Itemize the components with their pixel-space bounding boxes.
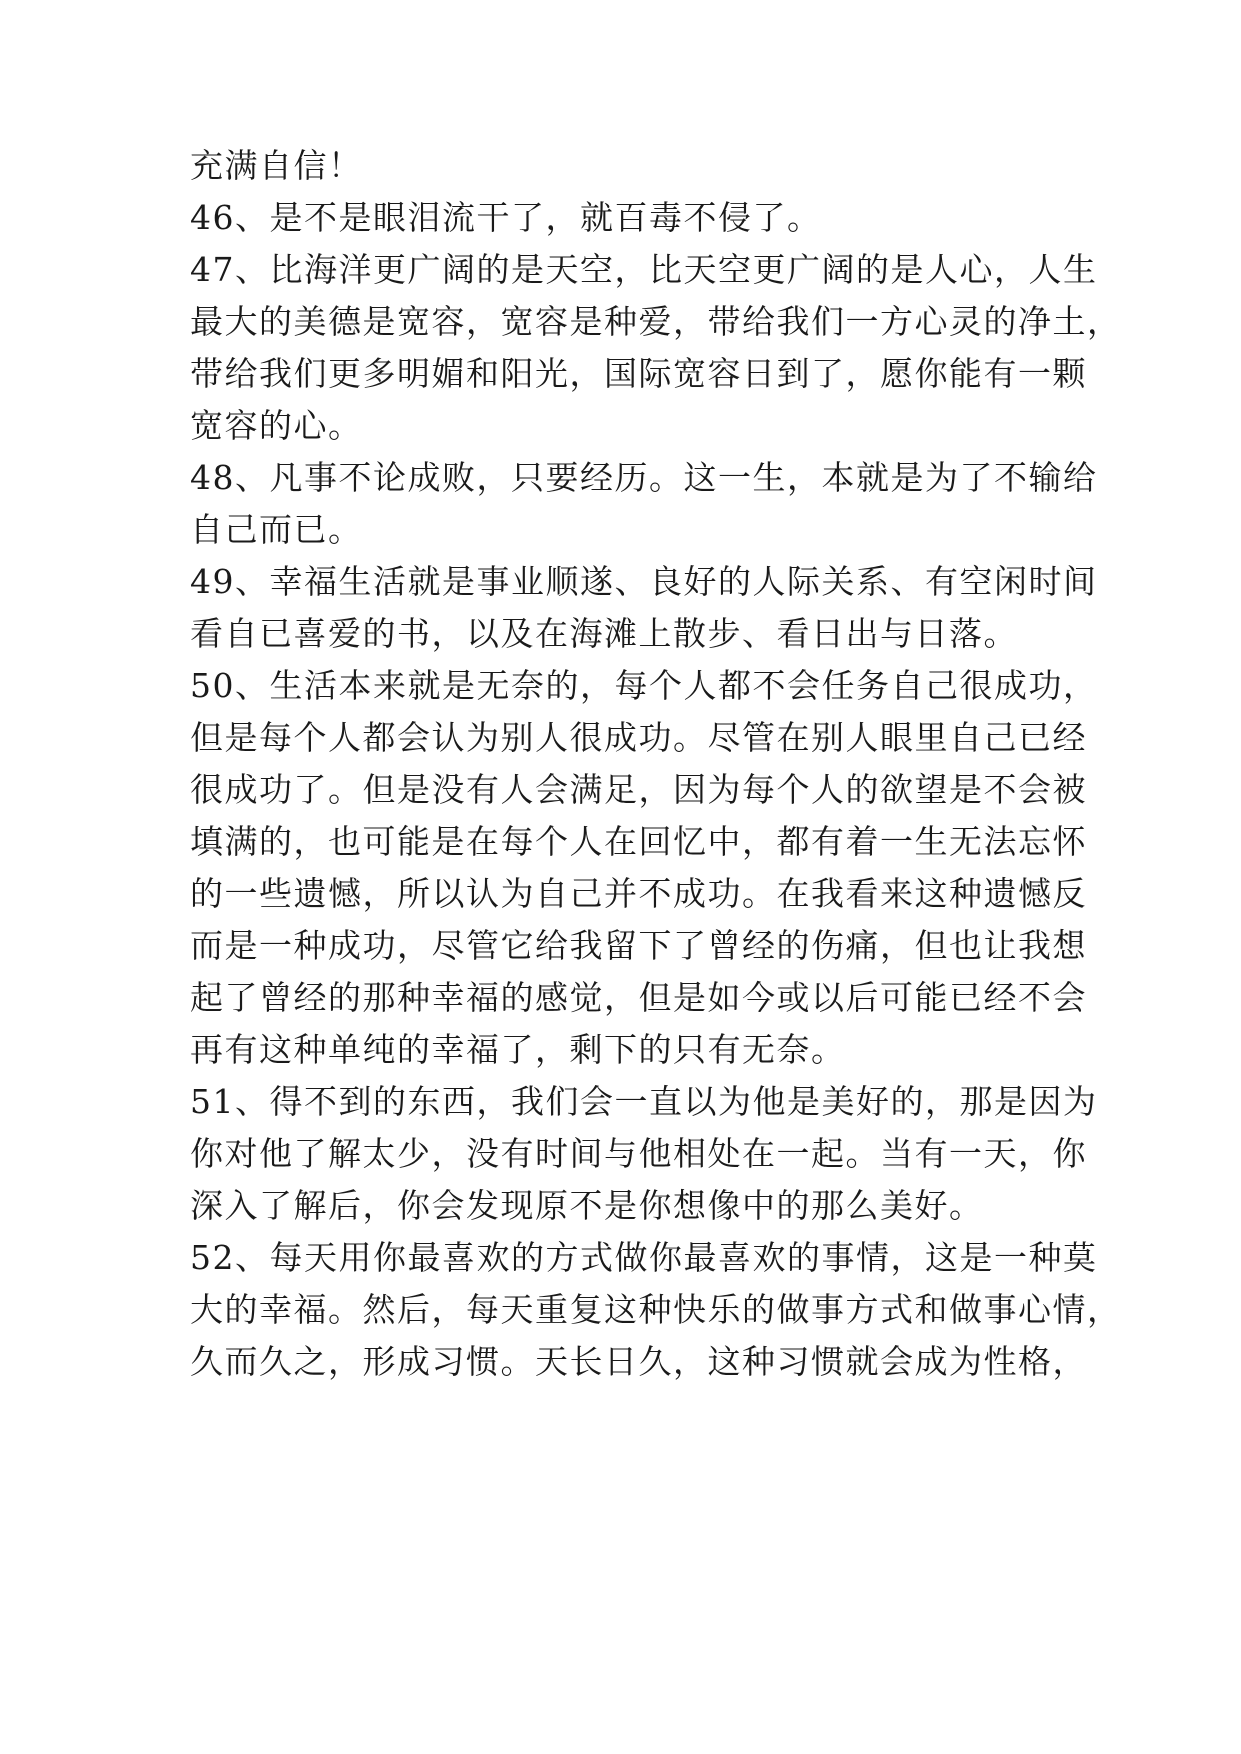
- text-line: 久而久之，形成习惯。天长日久，这种习惯就会成为性格，: [190, 1342, 1087, 1381]
- text-line: 充满自信！: [190, 146, 363, 185]
- text-line: 填满的，也可能是在每个人在回忆中，都有着一生无法忘怀: [190, 822, 1087, 861]
- text-line: 50、生活本来就是无奈的，每个人都不会任务自己很成功，: [190, 666, 1098, 705]
- text-line: 大的幸福。然后，每天重复这种快乐的做事方式和做事心情，: [190, 1290, 1122, 1329]
- text-line: 47、比海洋更广阔的是天空，比天空更广阔的是人心，人生: [190, 250, 1098, 289]
- text-line: 看自已喜爱的书，以及在海滩上散步、看日出与日落。: [190, 614, 1018, 653]
- text-line: 宽容的心。: [190, 406, 363, 445]
- text-line: 49、幸福生活就是事业顺遂、良好的人际关系、有空闲时间: [190, 562, 1098, 601]
- text-line: 的一些遗憾，所以认为自己并不成功。在我看来这种遗憾反: [190, 874, 1087, 913]
- text-line: 起了曾经的那种幸福的感觉，但是如今或以后可能已经不会: [190, 978, 1087, 1017]
- text-line: 51、得不到的东西，我们会一直以为他是美好的，那是因为: [190, 1082, 1098, 1121]
- text-line: 带给我们更多明媚和阳光，国际宽容日到了，愿你能有一颗: [190, 354, 1087, 393]
- text-line: 48、凡事不论成败，只要经历。这一生，本就是为了不输给: [190, 458, 1098, 497]
- text-line: 46、是不是眼泪流干了，就百毒不侵了。: [190, 198, 822, 237]
- text-line: 深入了解后，你会发现原不是你想像中的那么美好。: [190, 1186, 984, 1225]
- text-line: 但是每个人都会认为别人很成功。尽管在别人眼里自己已经: [190, 718, 1087, 757]
- text-line: 而是一种成功，尽管它给我留下了曾经的伤痛，但也让我想: [190, 926, 1087, 965]
- text-line: 再有这种单纯的幸福了，剩下的只有无奈。: [190, 1030, 846, 1069]
- text-line: 最大的美德是宽容，宽容是种爱，带给我们一方心灵的净土，: [190, 302, 1122, 341]
- text-line: 52、每天用你最喜欢的方式做你最喜欢的事情，这是一种莫: [190, 1238, 1098, 1277]
- text-line: 你对他了解太少，没有时间与他相处在一起。当有一天，你: [190, 1134, 1087, 1173]
- text-line: 自己而已。: [190, 510, 363, 549]
- text-line: 很成功了。但是没有人会满足，因为每个人的欲望是不会被: [190, 770, 1087, 809]
